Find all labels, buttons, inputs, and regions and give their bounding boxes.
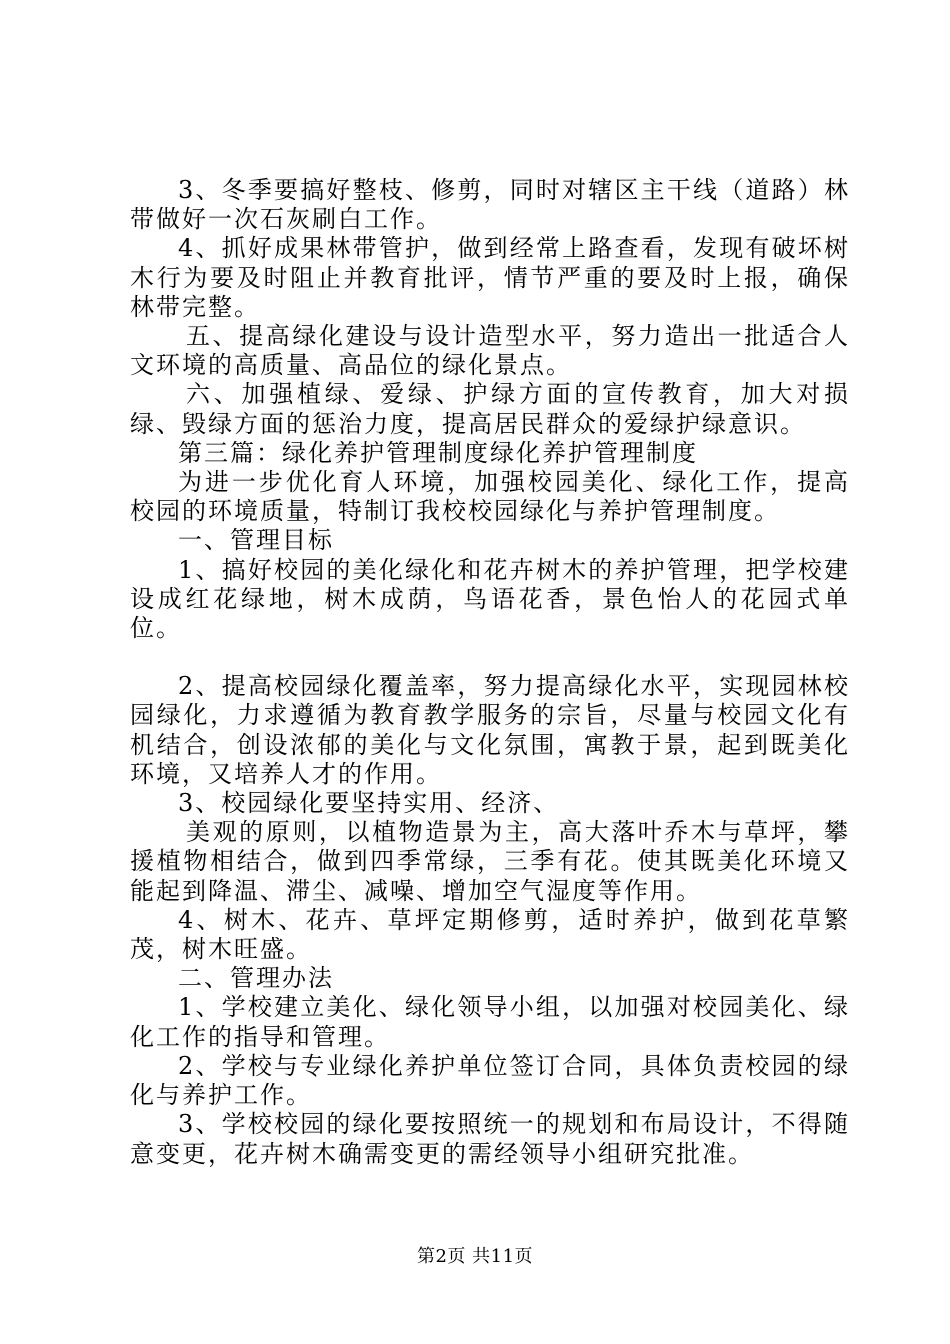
paragraph-9: 2、提高校园绿化覆盖率，努力提高绿化水平，实现园林校园绿化，力求遵循为教育教学服务的宗旨，尽量与校园文化有机结合，创设浓郁的美化与文化氛围，寓教于景，起到既美化环境，又培养人才的作用。 <box>130 672 850 788</box>
heading-management-method: 二、管理办法 <box>178 964 334 993</box>
paragraph-1: 3、冬季要搞好整枝、修剪，同时对辖区主干线（道路）林带做好一次石灰刷白工作。 <box>130 176 850 234</box>
page-number-footer: 第2页 共11页 <box>416 1246 534 1267</box>
section-heading-3: 第三篇：绿化养护管理制度绿化养护管理制度 <box>178 438 698 467</box>
paragraph-12: 4、树木、花卉、草坪定期修剪，适时养护，做到花草繁茂，树木旺盛。 <box>130 905 850 964</box>
heading-management-goal: 一、管理目标 <box>178 526 334 555</box>
paragraph-4: 六、加强植绿、爱绿、护绿方面的宣传教育，加大对损绿、毁绿方面的惩治力度，提高居民群众的爱绿护绿意识。 <box>130 380 850 438</box>
paragraph-15: 2、学校与专业绿化养护单位签订合同，具体负责校园的绿化与养护工作。 <box>130 1051 850 1110</box>
paragraph-11: 美观的原则，以植物造景为主，高大落叶乔木与草坪，攀援植物相结合，做到四季常绿，三季有花。使其既美化环境又能起到降温、滞尘、减噪、增加空气湿度等作用。 <box>130 818 850 905</box>
paragraph-16: 3、学校校园的绿化要按照统一的规划和布局设计，不得随意变更，花卉树木确需变更的需经领导小组研究批准。 <box>130 1110 850 1168</box>
paragraph-6: 为进一步优化育人环境，加强校园美化、绿化工作，提高校园的环境质量，特制订我校校园绿化与养护管理制度。 <box>130 468 850 526</box>
paragraph-8: 1、搞好校园的美化绿化和花卉树木的养护管理，把学校建设成红花绿地，树木成荫，鸟语花香，景色怡人的花园式单位。 <box>130 555 850 643</box>
paragraph-3: 五、提高绿化建设与设计造型水平，努力造出一批适合人文环境的高质量、高品位的绿化景点。 <box>130 322 850 380</box>
paragraph-2: 4、抓好成果林带管护，做到经常上路查看，发现有破坏树木行为要及时阻止并教育批评，情节严重的要及时上报，确保林带完整。 <box>130 234 850 321</box>
paragraph-10: 3、校园绿化要坚持实用、经济、 <box>178 789 560 818</box>
paragraph-14: 1、学校建立美化、绿化领导小组，以加强对校园美化、绿化工作的指导和管理。 <box>130 993 850 1051</box>
document-body <box>130 176 850 1169</box>
